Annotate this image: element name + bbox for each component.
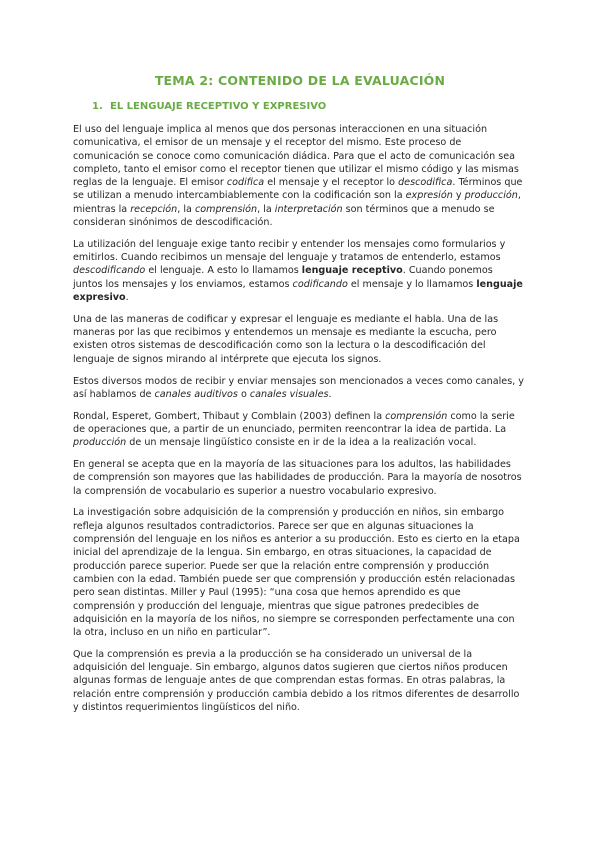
paragraph (73, 313, 525, 366)
document-body (73, 123, 525, 723)
paragraph-text: , la (177, 203, 195, 215)
italic-text: comprensión (194, 203, 258, 215)
paragraph-text: , mientras la (73, 190, 521, 215)
paragraph-text: Una de las maneras de codificar y expresar el lenguaje es mediante el habla. Una de las maneras por las que recibimos y entendemos un mensaje es mediante la escucha, pero existen otros sistemas de descodificación como son la lectura o la descodificación del lenguaje de signos mirando al intérprete que ejecuta los signos. (73, 313, 499, 365)
italic-text: canales auditivos (154, 388, 238, 400)
italic-text: codificando (292, 278, 348, 290)
paragraph-text: Que la comprensión es previa a la producción se ha considerado un universal de la adquisición del lenguaje. Sin embargo, algunos datos sugieren que ciertos niños producen algunas formas de lenguaje antes de que comprendan estas formas. En otras palabras, la relación entre comprensión y producción cambia debido a los ritmos diferentes de desarrollo y distintos requerimientos lingüísticos del niño. (73, 648, 520, 714)
bold-text: lenguaje receptivo (301, 265, 403, 277)
paragraph-text: el mensaje y el receptor lo (264, 177, 399, 189)
paragraph-text: o (237, 388, 250, 400)
paragraph (73, 123, 525, 229)
paragraph-text: como la serie de operaciones que, a partir de un enunciado, permiten reencontrar la idea de partida. La (73, 410, 515, 435)
paragraph-text: el lenguaje. A esto lo llamamos (145, 265, 302, 277)
paragraph-text: En general se acepta que en la mayoría de las situaciones para los adultos, las habilidades de comprensión son mayores que las habilidades de producción. Para la mayoría de nosotros la comprensión de vocabulario es superior a nuestro vocabulario expresivo. (73, 459, 522, 497)
italic-text: producción (73, 437, 127, 449)
paragraph-text: El uso del lenguaje implica al menos que dos personas interaccionen en una situación comunicativa, el emisor de un mensaje y el receptor del mismo. Este proceso de comunicación se conoce como comunicación diádica. Para que el acto de comunicación sea completo, tanto el emisor como el receptor tienen que utilizar el mismo código y las mismas reglas de la lenguaje. El emisor (73, 124, 519, 189)
paragraph (73, 648, 525, 714)
paragraph-text: y (452, 190, 465, 202)
paragraph-text: de un mensaje lingüístico consiste en ir de la idea a la realización vocal. (126, 437, 477, 449)
paragraph (73, 506, 525, 639)
paragraph-text: . (125, 292, 129, 304)
italic-text: descodificando (73, 265, 146, 277)
paragraph-text: , la (257, 203, 275, 215)
paragraph-text: . Términos que se utilizan a menudo intercambiablemente con la codificación son la (73, 177, 523, 202)
paragraph-text: el mensaje y lo llamamos (347, 278, 477, 290)
paragraph-text: . Cuando ponemos juntos los mensajes y los enviamos, estamos (73, 265, 493, 290)
italic-text: recepción (130, 203, 178, 215)
page-title: TEMA 2: CONTENIDO DE LA EVALUACIÓN (154, 73, 446, 88)
paragraph-text: Rondal, Esperet, Gombert, Thibaut y Comblain (2003) definen la (73, 410, 386, 422)
paragraph-text: La investigación sobre adquisición de la comprensión y producción en niños, sin embargo refleja algunos resultados contradictorios. Parece ser que en algunas situaciones la comprensión del lenguaje en los niños es anterior a su producción. Esto es cierto en la etapa inicial del aprendizaje de la lengua. Sin embargo, en otras situaciones, la capacidad de producción parece superior. Puede ser que la relación entre comprensión y producción cambien con la edad. También puede ser que comprensión y producción estén relacionadas pero sean distintas. Miller y Paul (1995): “una cosa que hemos aprendido es que comprensión y producción del lenguaje, mientras que sigue patrones predecibles de adquisición en la mayoría de los niños, no siempre se corresponden perfectamente una con la otra, incluso en un niño en particular”. (73, 507, 520, 639)
paragraph (73, 458, 525, 498)
bold-text: lenguaje expresivo (73, 278, 523, 304)
section-heading-text: EL LENGUAJE RECEPTIVO Y EXPRESIVO (110, 101, 327, 112)
paragraph (73, 410, 525, 450)
paragraph-text: La utilización del lenguaje exige tanto recibir y entender los mensajes como formularios y emitirlos. Cuando recibimos un mensaje del lenguaje y tratamos de entenderlo, estamos (73, 238, 506, 264)
italic-text: interpretación (274, 203, 343, 215)
italic-text: producción (464, 190, 518, 202)
paragraph-text: . (328, 388, 332, 400)
italic-text: descodifica (398, 177, 453, 189)
section-number: 1. (92, 101, 103, 112)
italic-text: expresión (405, 190, 453, 202)
paragraph (73, 375, 525, 402)
paragraph (73, 238, 525, 304)
italic-text: canales visuales (249, 388, 329, 400)
section-heading (92, 101, 326, 112)
italic-text: comprensión (385, 410, 448, 422)
paragraph-text: Estos diversos modos de recibir y enviar mensajes son mencionados a veces como canales, y así hablamos de (73, 375, 524, 400)
italic-text: codifica (226, 177, 265, 189)
paragraph-text: son términos que a menudo se consideran sinónimos de descodificación. (73, 203, 495, 229)
